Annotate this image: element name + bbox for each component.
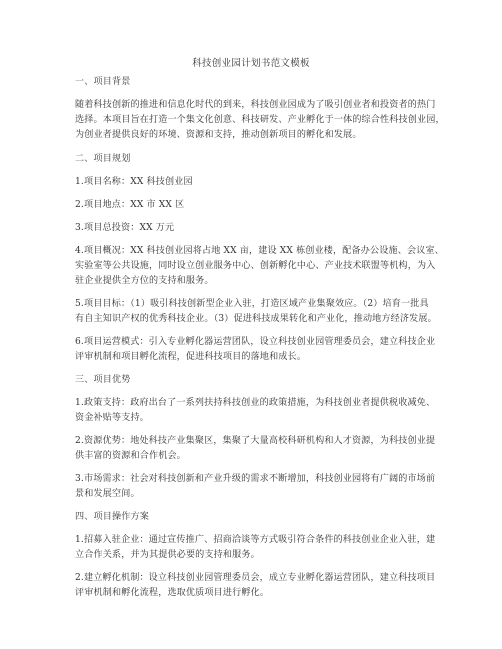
paragraph-line: 5.项目目标：（1）吸引科技创新型企业入驻，打造区域产业集聚效应。（2）培育一批具	[75, 299, 429, 309]
paragraph-line: 3.市场需求：社会对科技创新和产业升级的需求不断增加，科技创业园将有广阔的市场前	[75, 474, 436, 484]
paragraph-line: 2.项目地点：XX 市 XX 区	[75, 200, 185, 210]
section-heading-operation: 四、项目操作方案	[75, 512, 149, 522]
paragraph-line: 4.项目概况：XX 科技创业园将占地 XX 亩，建设 XX 栋创业楼，配备办公设施、会议室、	[75, 246, 444, 256]
paragraph-line: 实验室等公共设施，同时设立创业服务中心、创新孵化中心、产业技术联盟等机构，为入	[75, 261, 436, 271]
section-heading-background: 一、项目背景	[75, 77, 131, 87]
document-title: 科技创业园计划书范文模板	[192, 58, 310, 69]
paragraph-line: 2.资源优势：地处科技产业集聚区，集聚了大量高校科研机构和人才资源，为科技创业提	[75, 436, 436, 446]
paragraph-line: 立合作关系，并为其提供必要的支持和服务。	[75, 550, 260, 560]
paragraph-line: 驻企业提供全方位的支持和服务。	[75, 276, 214, 286]
paragraph-line: 评审机制和孵化流程，选取优质项目进行孵化。	[75, 588, 270, 598]
paragraph-line: 供丰富的资源和合作机会。	[75, 451, 186, 461]
paragraph-line: 1.招募入驻企业：通过宣传推广、招商洽谈等方式吸引符合条件的科技创业企业入驻，建	[75, 535, 436, 545]
section-heading-advantages: 三、项目优势	[75, 375, 131, 385]
paragraph-line: 2.建立孵化机制：设立科技创业园管理委员会，成立专业孵化器运营团队，建立科技项目	[75, 573, 436, 583]
paragraph-line: 1.政策支持：政府出台了一系列扶持科技创业的政策措施，为科技创业者提供税收减免、	[75, 398, 436, 408]
paragraph-line: 6.项目运营模式：引入专业孵化器运营团队，设立科技创业园管理委员会，建立科技企业	[75, 337, 436, 347]
paragraph-line: 选择。本项目旨在打造一个集文化创意、科技研发、产业孵化于一体的综合性科技创业园，	[75, 115, 445, 125]
paragraph-line: 3.项目总投资：XX 万元	[75, 223, 175, 233]
paragraph-line: 1.项目名称：XX 科技创业园	[75, 177, 193, 187]
paragraph-line: 资金补贴等支持。	[75, 413, 149, 423]
paragraph-line: 随着科技创新的推进和信息化时代的到来，科技创业园成为了吸引创业者和投资者的热门	[75, 100, 436, 110]
section-heading-planning: 二、项目规划	[75, 154, 131, 164]
paragraph-line: 评审机制和项目孵化流程，促进科技项目的落地和成长。	[75, 352, 307, 362]
paragraph-line: 为创业者提供良好的环境、资源和支持，推动创新项目的孵化和发展。	[75, 130, 362, 140]
paragraph-line: 景和发展空间。	[75, 489, 140, 499]
paragraph-line: 有自主知识产权的优秀科技企业。（3）促进科技成果转化和产业化，推动地方经济发展。	[75, 314, 437, 324]
